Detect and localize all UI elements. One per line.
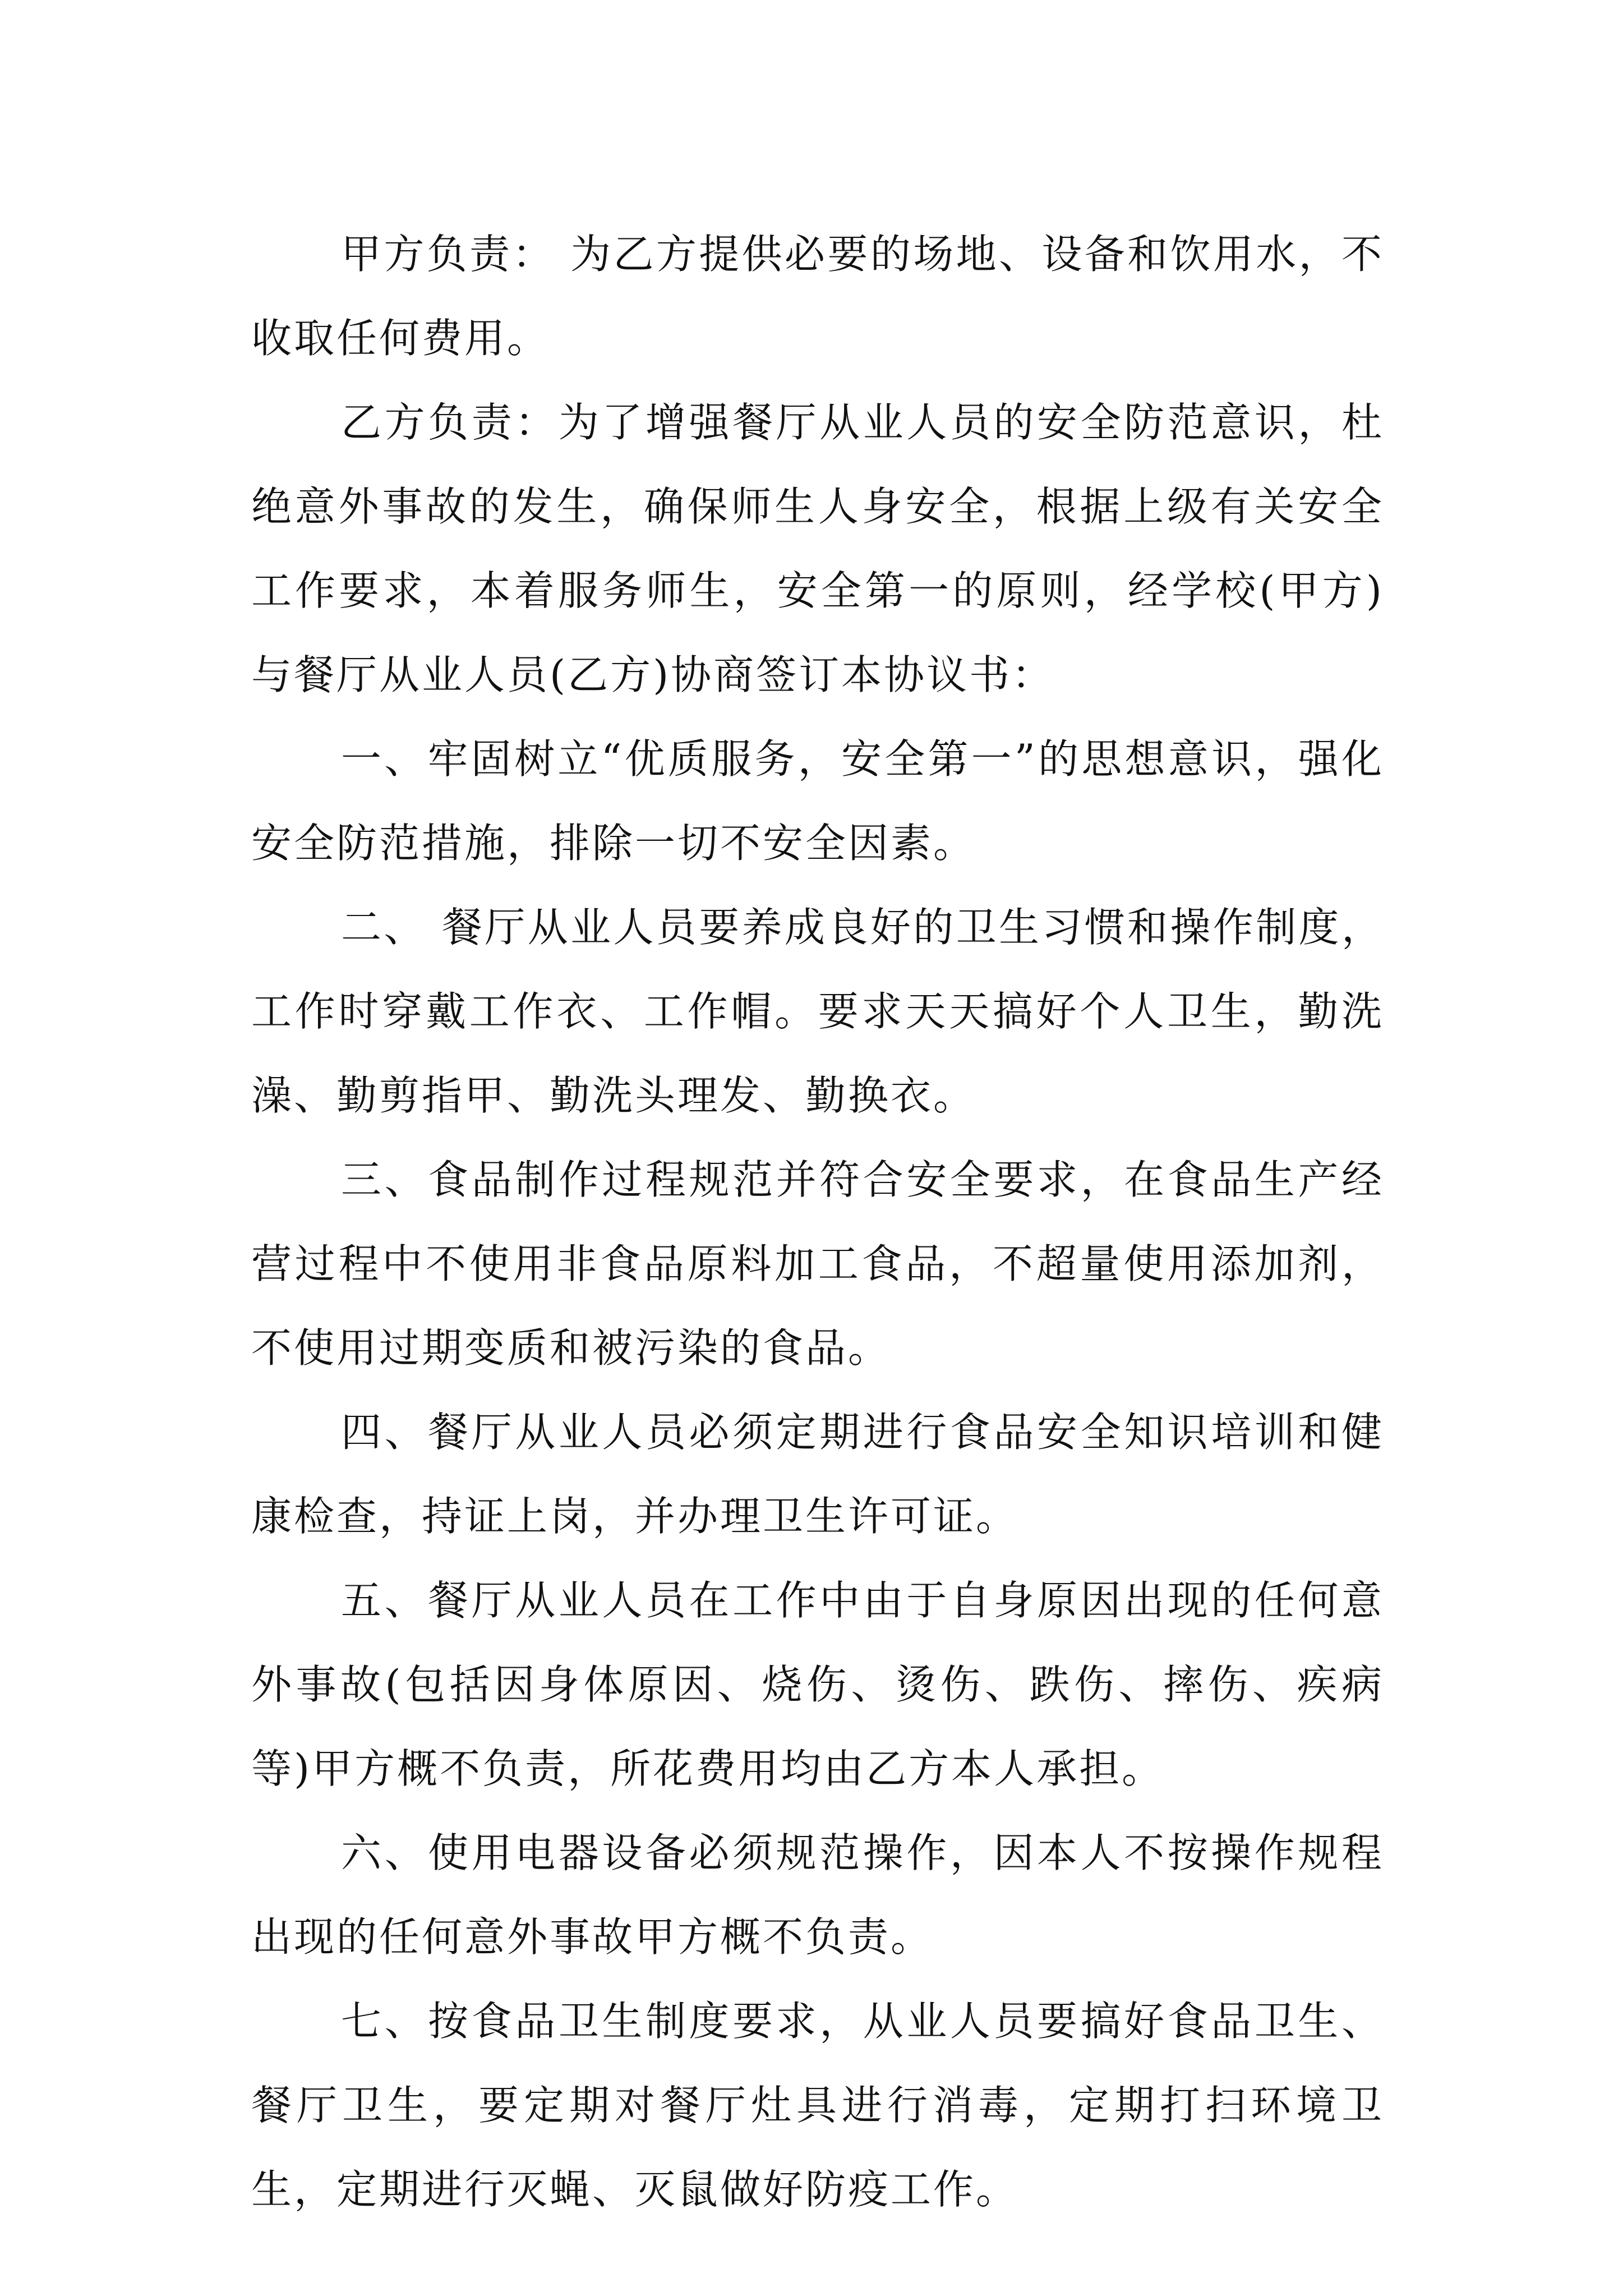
paragraph-party-a-duty: 甲方负责： 为乙方提供必要的场地、设备和饮用水，不收取任何费用。 <box>251 231 1384 362</box>
paragraph-clause-2: 二、 餐厅从业人员要养成良好的卫生习惯和操作制度，工作时穿戴工作衣、工作帽。要求天天搞好个人卫生，勤洗澡、勤剪指甲、勤洗头理发、勤换衣。 <box>251 904 1384 1119</box>
paragraph-clause-4: 四、餐厅从业人员必须定期进行食品安全知识培训和健康检查，持证上岗，并办理卫生许可证。 <box>251 1409 1384 1540</box>
paragraph-clause-3: 三、食品制作过程规范并符合安全要求，在食品生产经营过程中不使用非食品原料加工食品，不超量使用添加剂，不使用过期变质和被污染的食品。 <box>251 1156 1384 1372</box>
paragraph-clause-7: 七、按食品卫生制度要求，从业人员要搞好食品卫生、餐厅卫生，要定期对餐厅灶具进行消毒，定期打扫环境卫生，定期进行灭蝇、灭鼠做好防疫工作。 <box>251 1998 1384 2213</box>
paragraph-clause-1: 一、牢固树立“优质服务，安全第一”的思想意识，强化安全防范措施，排除一切不安全因素。 <box>251 735 1384 867</box>
document-body <box>251 212 1384 2231</box>
paragraph-clause-6: 六、使用电器设备必须规范操作，因本人不按操作规程出现的任何意外事故甲方概不负责。 <box>251 1829 1384 1961</box>
paragraph-clause-5: 五、餐厅从业人员在工作中由于自身原因出现的任何意外事故(包括因身体原因、烧伤、烫伤、跌伤、摔伤、疾病等)甲方概不负责，所花费用均由乙方本人承担。 <box>251 1577 1384 1792</box>
paragraph-party-b-duty: 乙方负责：为了增强餐厅从业人员的安全防范意识，杜绝意外事故的发生，确保师生人身安全，根据上级有关安全工作要求，本着服务师生，安全第一的原则，经学校(甲方)与餐厅从业人员(乙方)协商签订本协议书： <box>251 399 1384 698</box>
